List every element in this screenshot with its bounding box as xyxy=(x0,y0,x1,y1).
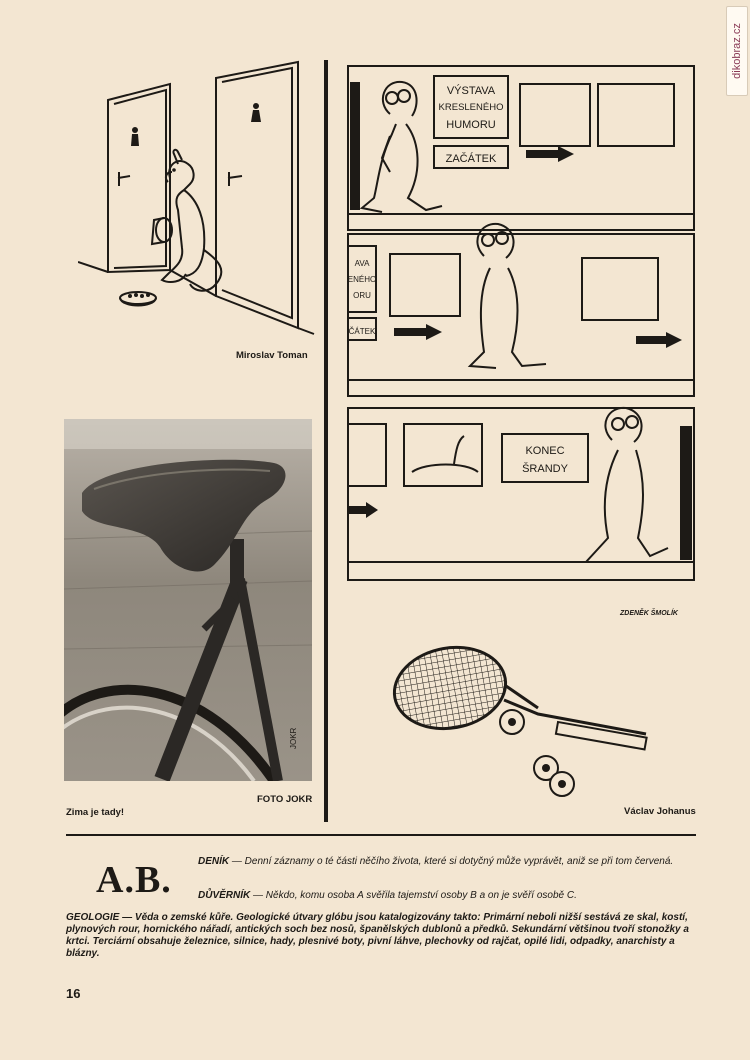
fragment-title-2: ENÉHO xyxy=(347,275,377,284)
sign-start: ZAČÁTEK xyxy=(445,153,497,165)
sign-title-3: HUMORU xyxy=(446,119,496,131)
definition-geologie xyxy=(66,912,698,960)
term-duvernik: DŮVĚRNÍK xyxy=(198,890,251,901)
cartoon-dog-doors xyxy=(78,60,318,335)
comic-signature: ZDENĚK ŠMOLÍK xyxy=(620,610,678,617)
credit-johanus: Václav Johanus xyxy=(624,806,696,817)
end-sign-line-2: ŠRANDY xyxy=(522,463,568,475)
sign-title-2: KRESLENÉHO xyxy=(438,102,504,113)
term-geologie: GEOLOGIE xyxy=(66,912,120,923)
photo-inset-signature: JOKR xyxy=(289,727,298,749)
text-denik: — Denní záznamy o té části něčího života, které si dotyčný může vyprávět, aniž se při tom červená. xyxy=(229,856,674,867)
column-divider xyxy=(324,60,328,822)
comic-strip-exhibition xyxy=(346,62,698,584)
fragment-start: ČÁTEK xyxy=(348,327,376,336)
section-divider xyxy=(66,834,696,836)
photo-bicycle-seat xyxy=(64,419,312,781)
fragment-title-1: AVA xyxy=(354,259,370,268)
term-denik: DENÍK xyxy=(198,856,230,867)
end-sign-line-1: KONEC xyxy=(525,445,565,457)
page-number: 16 xyxy=(66,986,81,1001)
photo-caption: Zima je tady! xyxy=(66,807,125,818)
sign-title-1: VÝSTAVA xyxy=(446,85,496,97)
ab-logo: A.B. xyxy=(96,859,172,901)
definition-denik xyxy=(198,856,696,868)
definition-duvernik xyxy=(198,890,696,902)
photo-credit: FOTO JOKR xyxy=(257,794,313,805)
credit-toman: Miroslav Toman xyxy=(236,350,308,361)
watermark-text: dikobraz.cz xyxy=(731,23,743,79)
text-geologie: — Věda o zemské kůře. Geologické útvary glóbu jsou katalogizovány takto: Primární neboli nižší sestává ze skal, kostí, plynových rour, hornického nářadí, antických soch bez nosů, španělských dublonů a předků. Sekundární většinou tvoří stonožky a krtci. Terciární obsahuje železnice, silnice, hady, plesnivé boty, pivní láhve, plechovky od rajčat, opilé lidi, odpadky, anarchisty a blázny. xyxy=(66,912,689,959)
watermark-badge[interactable] xyxy=(726,6,748,96)
tennis-racket-drawing xyxy=(388,642,658,802)
fragment-title-3: ORU xyxy=(353,291,371,300)
text-duvernik: — Někdo, komu osoba A svěřila tajemství osoby B a on je svěří osobě C. xyxy=(250,890,577,901)
